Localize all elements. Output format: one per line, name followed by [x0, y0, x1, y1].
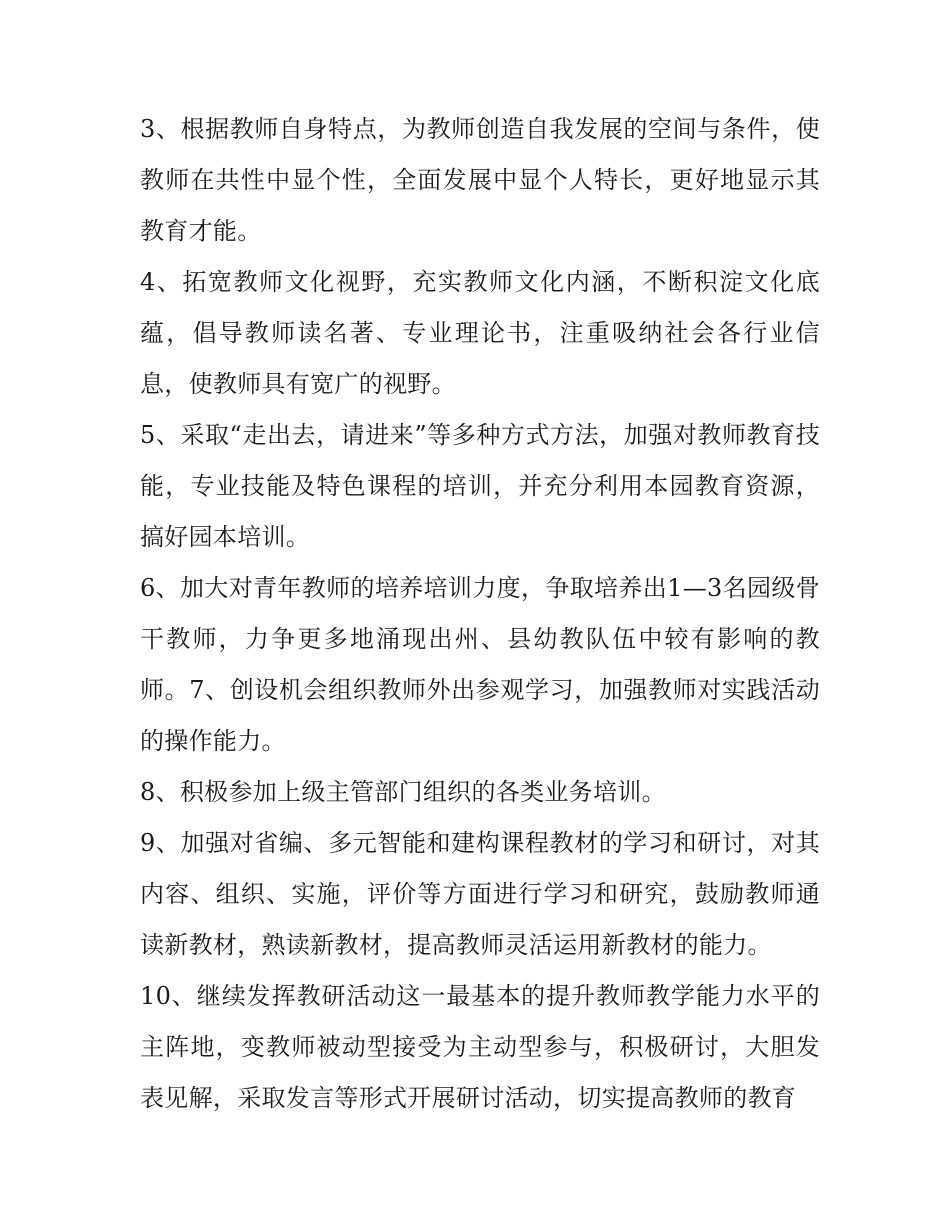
paragraph-item-8: 8、积极参加上级主管部门组织的各类业务培训。 — [140, 778, 666, 806]
paragraph-item-4: 4、拓宽教师文化视野，充实教师文化内涵，不断积淀文化底蕴，倡导教师读名著、专业理论书，注重吸纳社会各行业信息，使教师具有宽广的视野。 — [140, 268, 820, 398]
paragraph-item-6-7: 6、加大对青年教师的培养培训力度，争取培养出1—3名园级骨干教师，力争更多地涌现出州、县幼教队伍中较有影响的教师。7、创设机会组织教师外出参观学习，加强教师对实践活动的操作能力。 — [140, 574, 820, 755]
paragraph-item-9: 9、加强对省编、多元智能和建构课程教材的学习和研讨，对其内容、组织、实施，评价等方面进行学习和研究，鼓励教师通读新教材，熟读新教材，提高教师灵活运用新教材的能力。 — [140, 829, 820, 959]
paragraph-item-5: 5、采取“走出去，请进来”等多种方式方法，加强对教师教育技能，专业技能及特色课程的培训，并充分利用本园教育资源，搞好园本培训。 — [140, 421, 820, 551]
paragraph-item-3: 3、根据教师自身特点，为教师创造自我发展的空间与条件，使教师在共性中显个性，全面发展中显个人特长，更好地显示其教育才能。 — [140, 115, 820, 245]
paragraph-item-10: 10、继续发挥教研活动这一最基本的提升教师教学能力水平的主阵地，变教师被动型接受为主动型参与，积极研讨，大胆发表见解，采取发言等形式开展研讨活动，切实提高教师的教育 — [140, 982, 820, 1112]
document-body — [140, 104, 820, 1124]
